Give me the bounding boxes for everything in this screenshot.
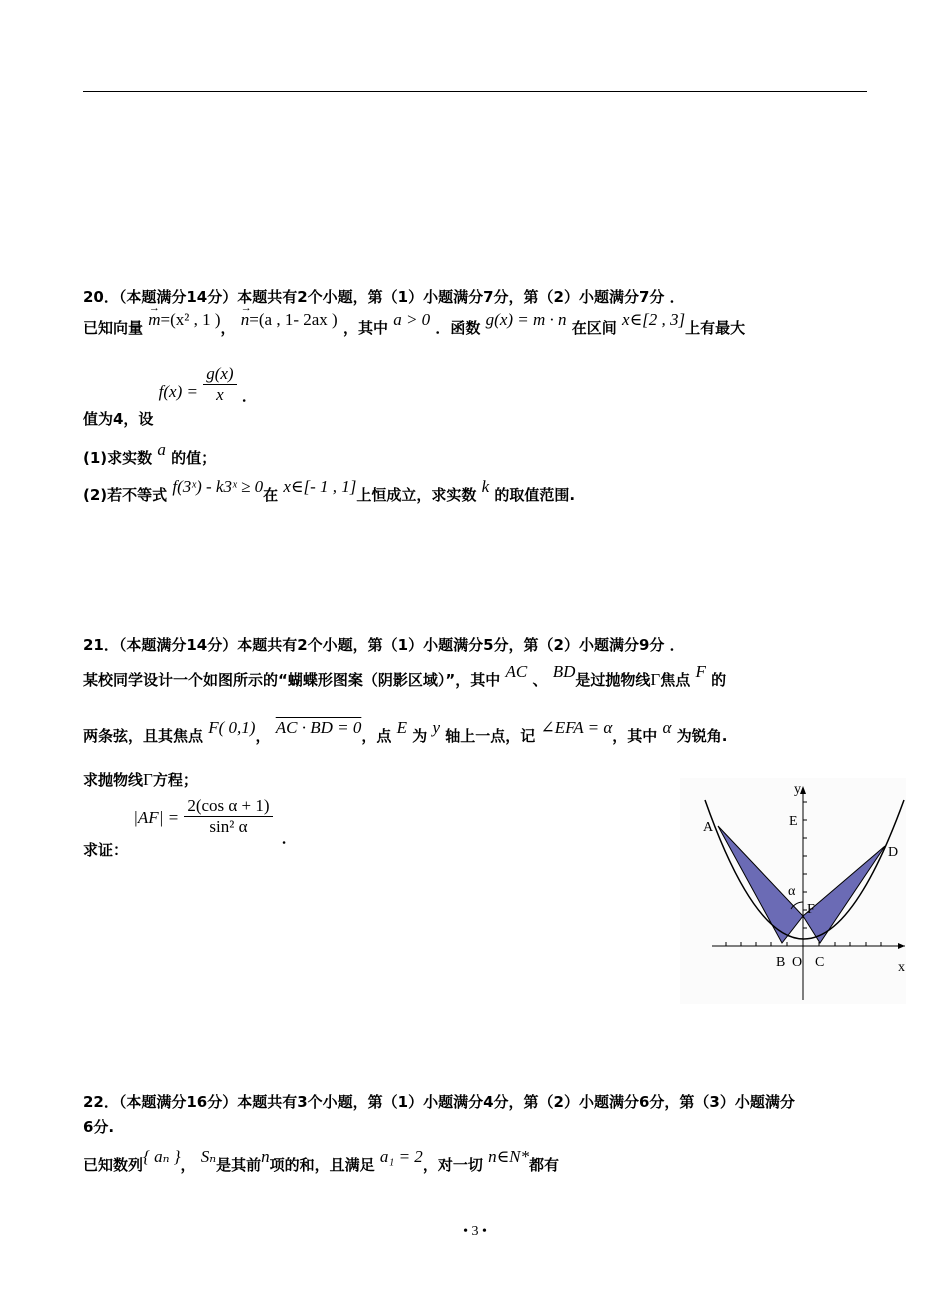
q21-text: 是过抛物线 [575, 671, 651, 689]
label-x: x [898, 960, 905, 975]
q21-part2 [83, 796, 297, 859]
label-alpha: α [788, 884, 796, 899]
q22-text: 都有 [529, 1156, 560, 1174]
q20-text: 值为4，设 [83, 410, 154, 428]
q22-math: n∈N* [488, 1147, 529, 1166]
q21-math: E [396, 718, 407, 737]
top-rule [83, 91, 867, 92]
q22-math: a₁ = 2 [379, 1147, 423, 1166]
q21-text: 焦点 [660, 671, 691, 689]
q21-text: 方程； [152, 771, 198, 789]
q20-math: a [157, 440, 166, 459]
q22-math: { aₙ } [143, 1147, 181, 1166]
q21-fraction: $\frac{\text{2(cos α + 1)}}{\text{sin² α}}$ [184, 796, 272, 837]
q20-math: → m=(x² , 1 ) [148, 310, 220, 329]
q22-text: 项的和，且满足 [269, 1156, 375, 1174]
q21-math: AC · BD = 0 [275, 718, 362, 737]
q20-text: 的值； [171, 449, 217, 467]
q21-math: F [695, 662, 706, 681]
label-o: O [792, 955, 803, 970]
q21-text: 求证： [83, 841, 129, 859]
label-b: B [776, 955, 786, 970]
q21-text: 两条弦，且其焦点 [83, 727, 204, 745]
q21-text: ， [255, 727, 271, 745]
q20-math: x∈[- 1 , 1] [283, 477, 357, 496]
q20-text: (2)若不等式 [83, 486, 168, 504]
q20-math: f(3ˣ) - k3ˣ ≥ 0 [172, 477, 264, 496]
q21-math: AC [505, 662, 528, 681]
q21-math: ∠EFA = α [540, 718, 613, 737]
page-number: • 3 • [463, 1224, 487, 1239]
label-a: A [703, 820, 714, 835]
q22-header: 22．（本题满分16分）本题共有3个小题，第（1）小题满分4分，第（2）小题满分6分，第（3）小题满分 [83, 1093, 795, 1111]
q20-math: a > 0 [393, 310, 431, 329]
q21-text: 某校同学设计一个如图所示的“蝴蝶形图案（阴影区域）”，其中 [83, 671, 501, 689]
q20-math: g(x) = m · n [485, 310, 567, 329]
q21-line2 [83, 718, 728, 746]
label-d: D [888, 845, 899, 860]
q21-text: 求抛物线 [83, 771, 144, 789]
q20-math: → n=(a , 1- 2ax ) [241, 310, 338, 329]
butterfly-figure [680, 778, 906, 1004]
label-f: F [807, 902, 815, 917]
q22-text: 是其前 [216, 1156, 262, 1174]
q21-text: 为 [412, 727, 428, 745]
q21-math: α [662, 718, 672, 737]
q20-part2 [83, 477, 576, 505]
x-axis-arrow [898, 943, 905, 949]
q20-text: 上有最大 [685, 319, 746, 337]
q21-math: Γ [650, 670, 661, 689]
q22-line1 [83, 1147, 560, 1175]
q22-text: ，对一切 [422, 1156, 483, 1174]
q20-text: 已知向量 [83, 319, 144, 337]
q20-part1 [83, 440, 217, 468]
q21-math: Γ [143, 770, 153, 789]
label-c: C [815, 955, 825, 970]
q21-text: 为锐角. [676, 727, 728, 745]
q20-text: ，其中 [342, 319, 388, 337]
q21-text: ． [281, 829, 297, 847]
q20-text: ．函数 [435, 319, 481, 337]
q20-math: k [481, 477, 490, 496]
q20-fraction: $\frac{g(x)}{x}$ [203, 364, 236, 405]
q21-math: BD [552, 662, 576, 681]
q21-line1 [83, 662, 727, 690]
q22-text: 已知数列 [83, 1156, 144, 1174]
q21-math: y [432, 718, 440, 737]
q21-text: 的 [711, 671, 727, 689]
q21-math: F( 0,1) [208, 718, 256, 737]
q22-math: n [261, 1147, 270, 1166]
q20-text: ． [241, 387, 257, 405]
q21-header: 21．（本题满分14分）本题共有2个小题，第（1）小题满分5分，第（2）小题满分9分 ． [83, 636, 685, 654]
q20-text: (1)求实数 [83, 449, 153, 467]
right-wing [803, 846, 885, 943]
q20-header: 20．（本题满分14分）本题共有2个小题，第（1）小题满分7分，第（2）小题满分7分 ． [83, 288, 685, 306]
q20-line1 [83, 310, 746, 338]
label-e: E [789, 814, 798, 829]
label-y: y [794, 782, 801, 797]
q20-text: 上恒成立，求实数 [356, 486, 477, 504]
q21-text: 轴上一点，记 [445, 727, 536, 745]
q20-line2 [83, 364, 257, 428]
q21-text: ，点 [361, 727, 392, 745]
q20-text: 的取值范围. [494, 486, 576, 504]
q21-text: 、 [532, 671, 548, 689]
q20-text: 在 [263, 486, 279, 504]
q22-header2: 6分. [83, 1118, 115, 1136]
q20-math: x∈[2 , 3] [622, 310, 686, 329]
q21-part1 [83, 770, 198, 790]
q22-math: Sₙ [200, 1147, 217, 1166]
q22-text: ， [180, 1156, 196, 1174]
q20-text: 在区间 [571, 319, 617, 337]
q21-math: |AF| = [133, 808, 180, 827]
q20-text: ， [220, 319, 236, 337]
q20-math: f(x) = [158, 382, 198, 401]
parabola-diagram [680, 778, 906, 1004]
q21-text: ，其中 [612, 727, 658, 745]
